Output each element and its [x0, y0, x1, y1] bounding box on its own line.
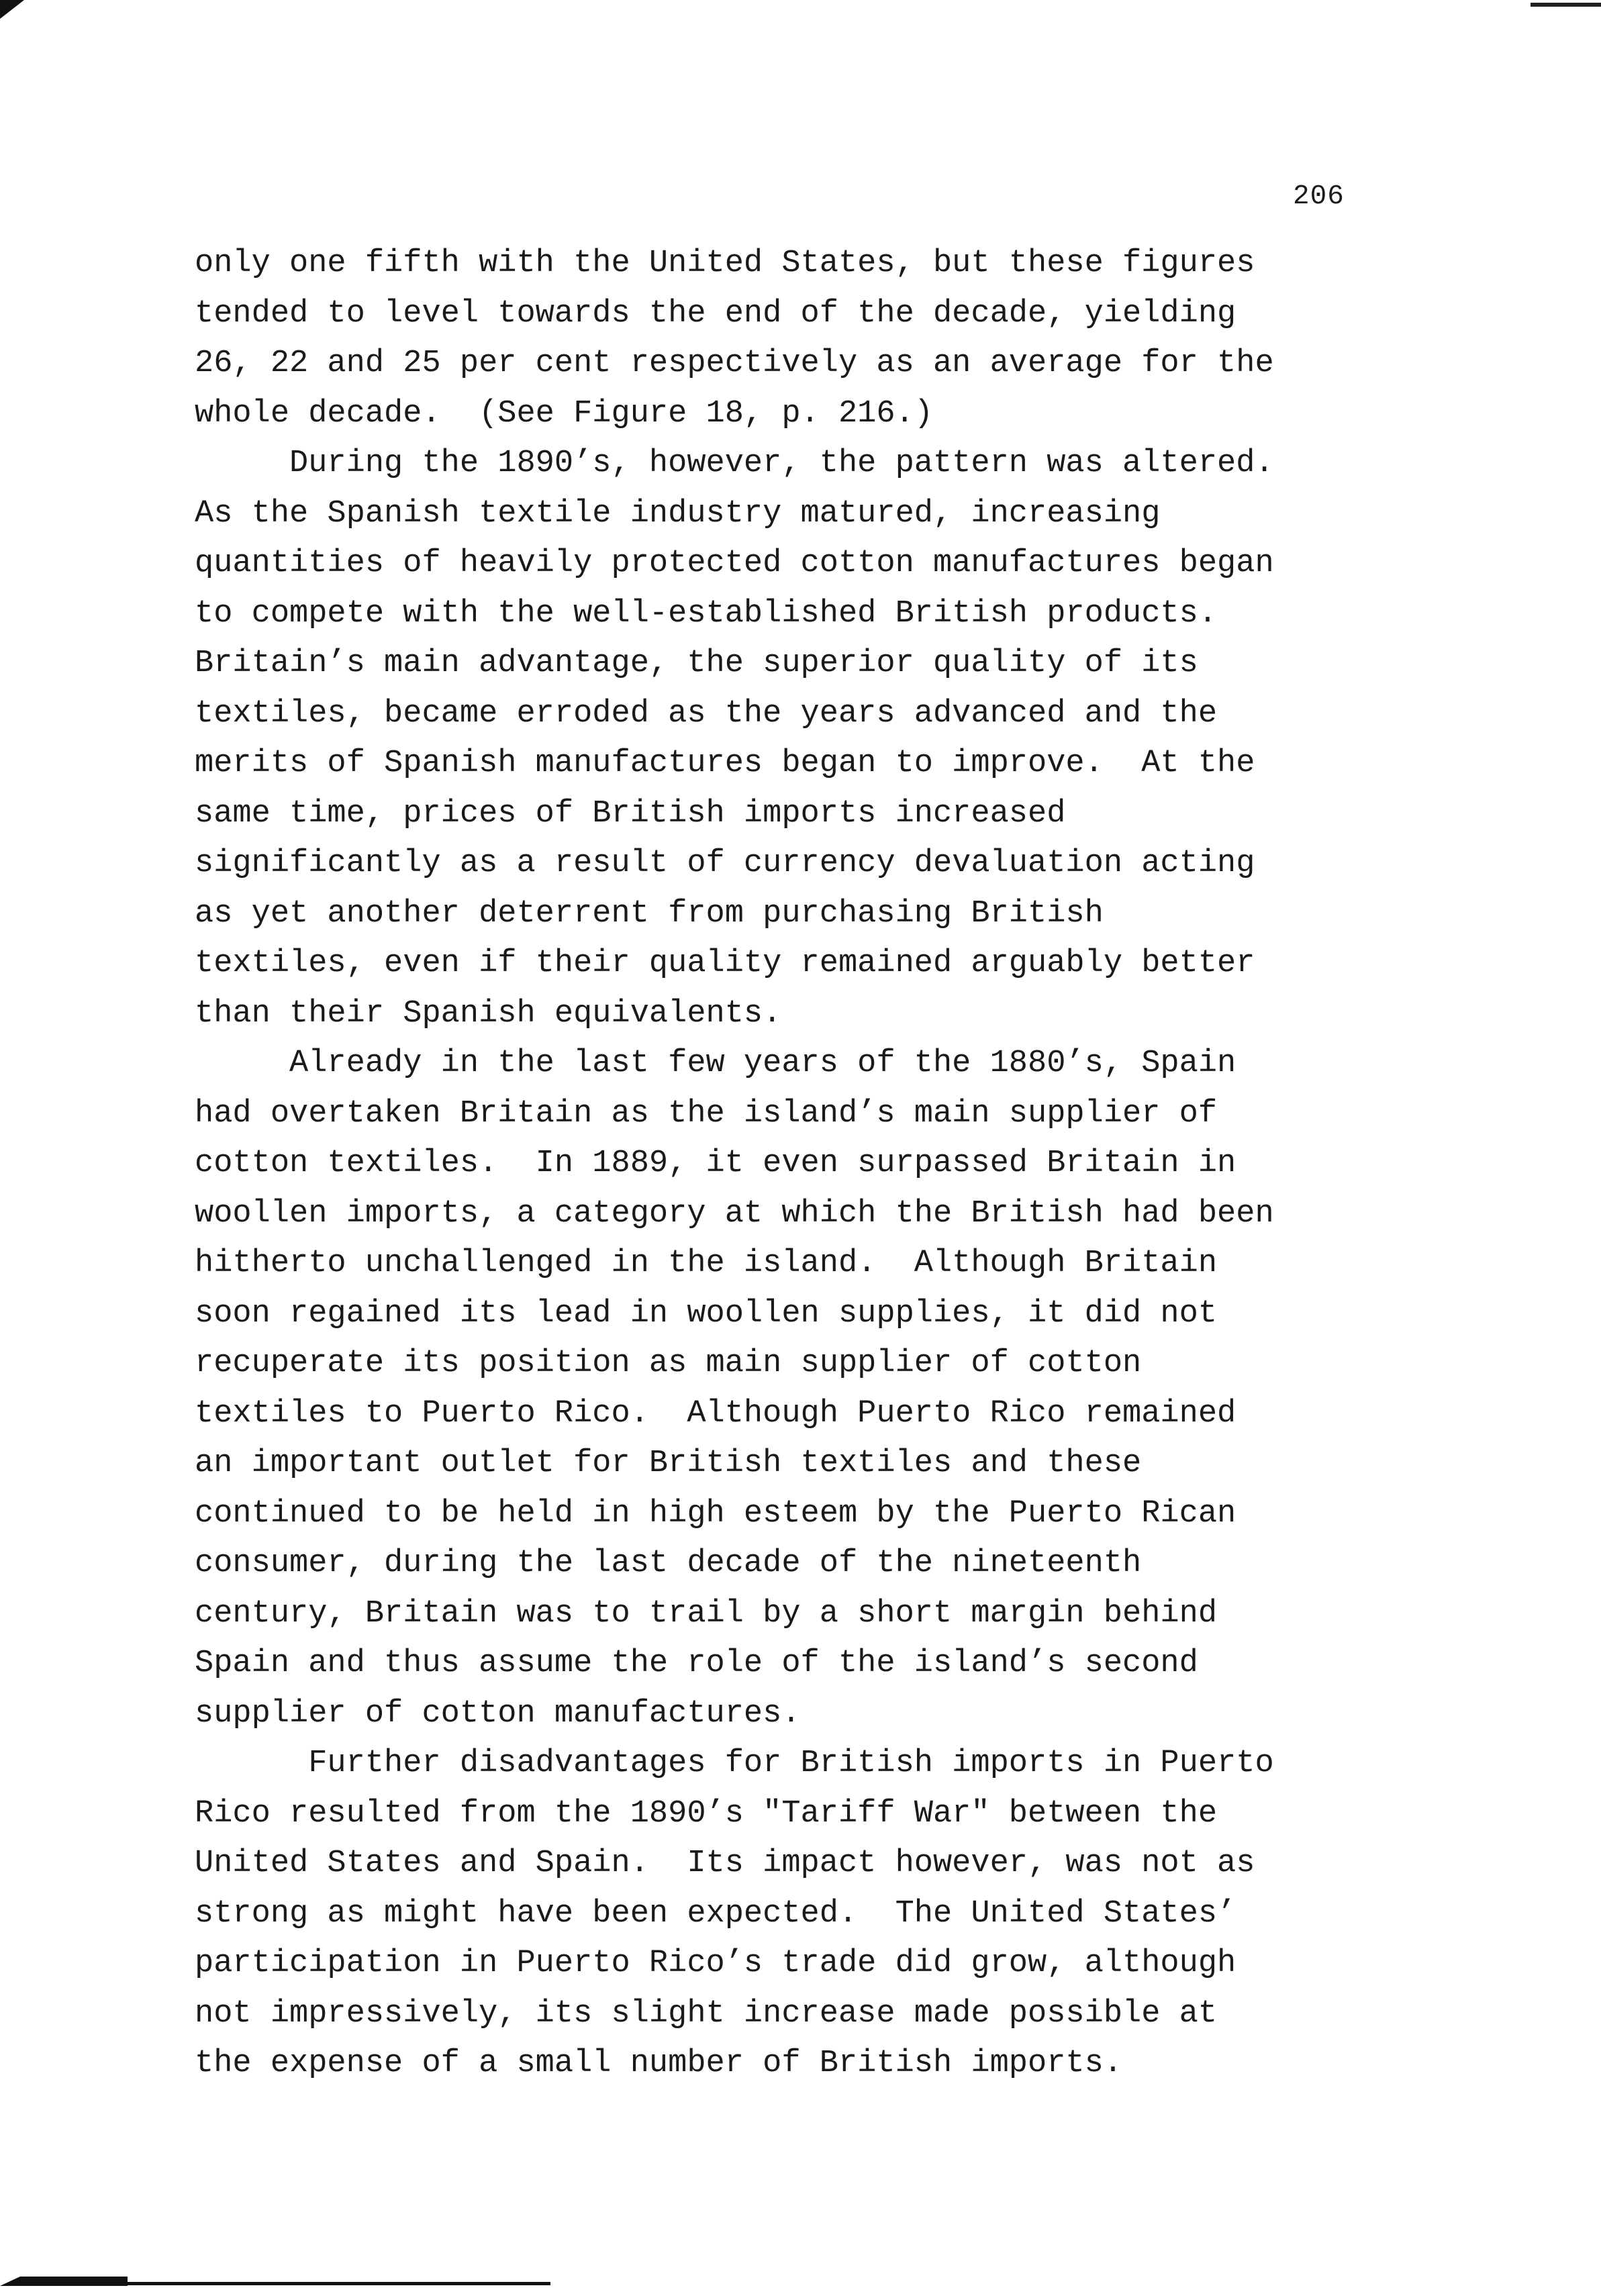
text-line: During the 1890’s, however, the pattern was altered. [195, 446, 1274, 481]
text-line: cotton textiles. In 1889, it even surpassed Britain in [195, 1146, 1236, 1181]
text-line: participation in Puerto Rico’s trade did grow, although [195, 1946, 1236, 1981]
page-number: 206 [1293, 181, 1345, 212]
text-line: consumer, during the last decade of the nineteenth [195, 1546, 1142, 1581]
text-line: an important outlet for British textiles and these [195, 1446, 1142, 1481]
text-line: hitherto unchallenged in the island. Although Britain [195, 1246, 1218, 1281]
text-line: supplier of cotton manufactures. [195, 1695, 801, 1732]
text-line: had overtaken Britain as the island’s main supplier of [195, 1095, 1218, 1132]
text-line: Spain and thus assume the role of the island’s second [195, 1646, 1198, 1681]
text-line: not impressively, its slight increase made possible at [195, 1995, 1218, 2032]
text-line: tended to level towards the end of the decade, yielding [195, 295, 1236, 332]
text-line: woollen imports, a category at which the British had been [195, 1195, 1274, 1232]
body-text [195, 239, 1363, 2089]
text-line: 26, 22 and 25 per cent respectively as an average for the [195, 346, 1274, 381]
scan-edge-mark [1531, 3, 1601, 7]
text-line: whole decade. (See Figure 18, p. 216.) [195, 395, 933, 432]
text-line: As the Spanish textile industry matured, increasing [195, 495, 1161, 532]
text-line: as yet another deterrent from purchasing British [195, 895, 1104, 932]
text-line: than their Spanish equivalents. [195, 995, 782, 1032]
text-line: strong as might have been expected. The United States’ [195, 1895, 1236, 1932]
text-line: recuperate its position as main supplier of cotton [195, 1346, 1142, 1381]
text-line: United States and Spain. Its impact however, was not as [195, 1846, 1255, 1881]
scan-corner-mark [0, 0, 24, 19]
text-line: textiles, even if their quality remained arguably better [195, 946, 1255, 981]
text-line: century, Britain was to trail by a short margin behind [195, 1595, 1218, 1632]
text-line: continued to be held in high esteem by the Puerto Rican [195, 1495, 1236, 1532]
text-line: Further disadvantages for British imports in Puerto [195, 1746, 1274, 1781]
text-line: Britain’s main advantage, the superior quality of its [195, 646, 1198, 681]
text-line: to compete with the well-established British products. [195, 595, 1218, 632]
text-line: textiles to Puerto Rico. Although Puerto Rico remained [195, 1395, 1236, 1432]
text-line: merits of Spanish manufactures began to improve. At the [195, 746, 1255, 781]
text-line: Rico resulted from the 1890’s "Tariff War" between the [195, 1795, 1218, 1832]
text-line: significantly as a result of currency devaluation acting [195, 846, 1255, 881]
text-line: soon regained its lead in woollen supplies, it did not [195, 1295, 1218, 1332]
text-line: Already in the last few years of the 1880’s, Spain [195, 1046, 1236, 1081]
scan-bottom-rule [67, 2282, 550, 2285]
text-line: same time, prices of British imports increased [195, 795, 1066, 832]
text-line: quantities of heavily protected cotton manufactures began [195, 546, 1274, 581]
text-line: textiles, became erroded as the years advanced and the [195, 695, 1218, 732]
text-line: only one fifth with the United States, but these figures [195, 246, 1255, 281]
text-line: the expense of a small number of British imports. [195, 2046, 1123, 2081]
